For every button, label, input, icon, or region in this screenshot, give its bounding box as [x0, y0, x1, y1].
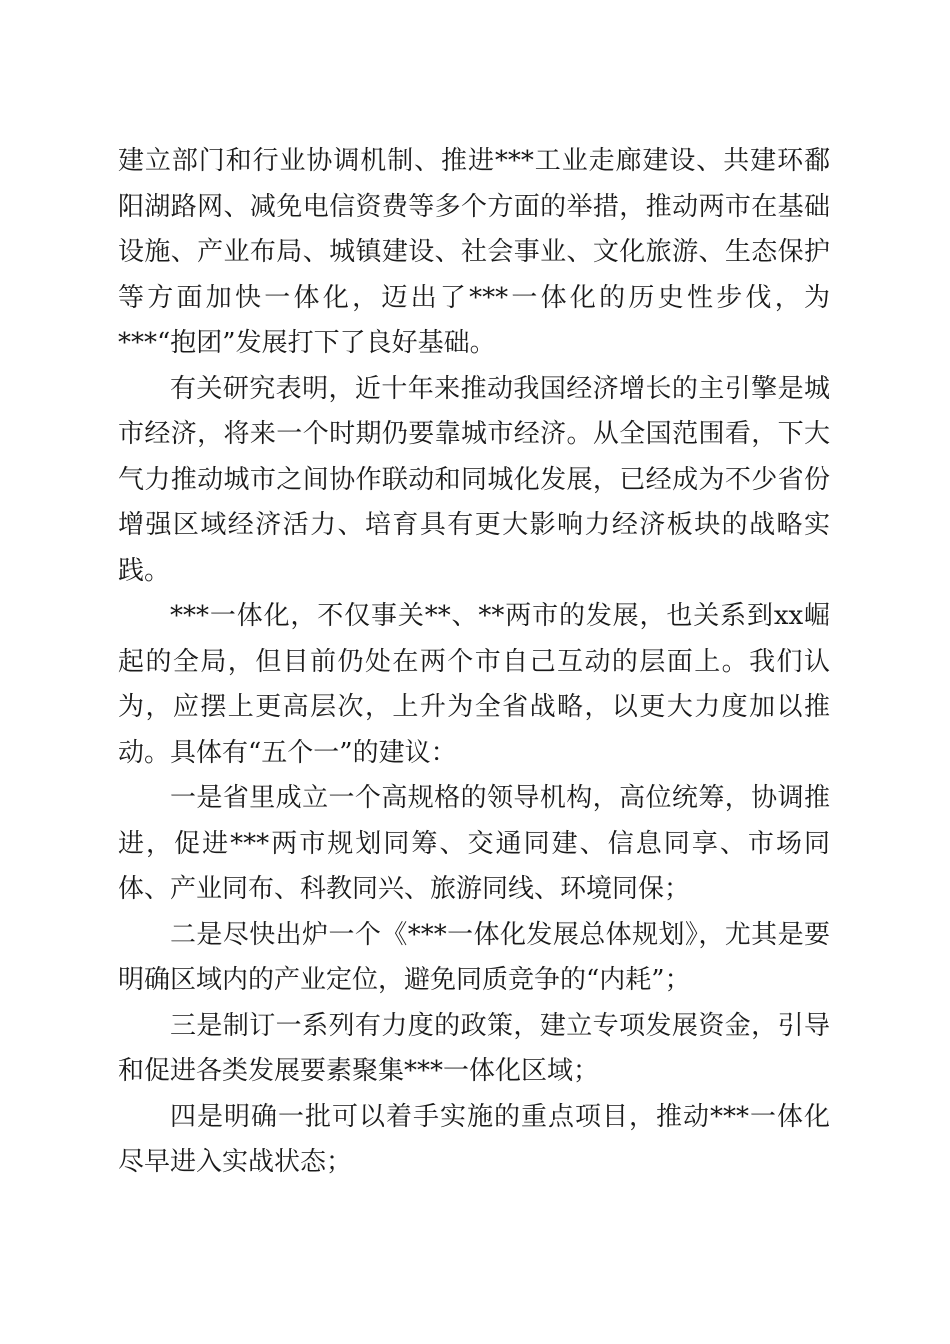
- paragraph-intro-continuation: 建立部门和行业协调机制、推进***工业走廊建设、共建环鄱阳湖路网、减免电信资费等多个方面的举措，推动两市在基础设施、产业布局、城镇建设、社会事业、文化旅游、生态保护等方面加快一体化，迈出了***一体化的历史性步伐，为***“抱团”发展打下了良好基础。: [118, 146, 830, 358]
- paragraph-suggestion-two: 二是尽快出炉一个《***一体化发展总体规划》，尤其是要明确区域内的产业定位，避免同质竞争的“内耗”；: [118, 919, 830, 995]
- paragraph-integration-overview: ***一体化，不仅事关**、**两市的发展，也关系到xx崛起的全局，但目前仍处在两个市自己互动的层面上。我们认为，应摆上更高层次，上升为全省战略，以更大力度加以推动。具体有“五个一”的建议：: [118, 601, 830, 768]
- paragraph-suggestion-four: 四是明确一批可以着手实施的重点项目，推动***一体化尽早进入实战状态；: [118, 1101, 830, 1177]
- document-body: [118, 139, 830, 1186]
- paragraph-suggestion-three: 三是制订一系列有力度的政策，建立专项发展资金，引导和促进各类发展要素聚集***一体化区域；: [118, 1010, 830, 1086]
- paragraph-research-findings: 有关研究表明，近十年来推动我国经济增长的主引擎是城市经济，将来一个时期仍要靠城市经济。从全国范围看，下大气力推动城市之间协作联动和同城化发展，已经成为不少省份增强区域经济活力、培育具有更大影响力经济板块的战略实践。: [118, 373, 830, 586]
- paragraph-suggestion-one: 一是省里成立一个高规格的领导机构，高位统筹，协调推进，促进***两市规划同筹、交通同建、信息同享、市场同体、产业同布、科教同兴、旅游同线、环境同保；: [118, 783, 830, 904]
